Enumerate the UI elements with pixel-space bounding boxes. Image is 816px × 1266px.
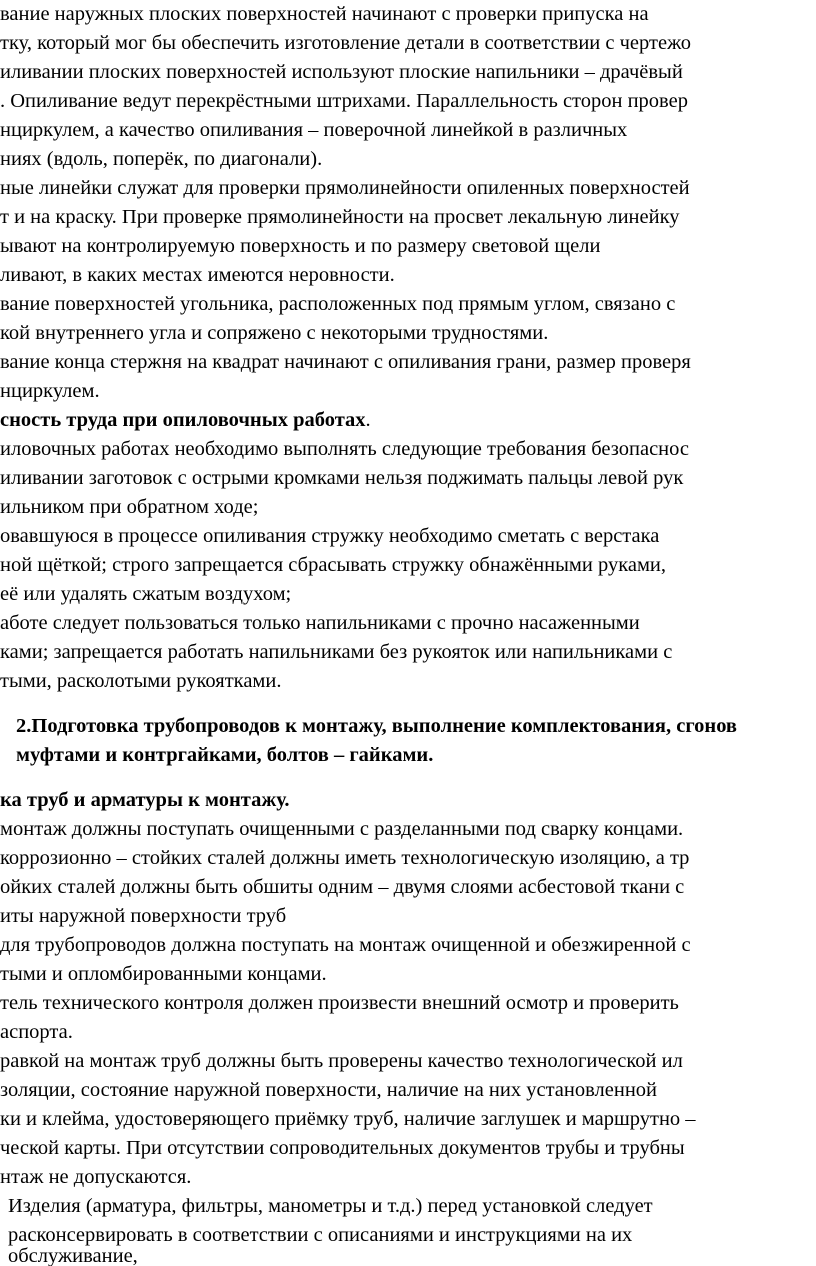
text-line: ческой карты. При отсутствии сопроводительных документов трубы и трубны (0, 1137, 685, 1159)
text-line: нциркулем, а качество опиливания – поверочной линейкой в различных (0, 119, 628, 141)
text-line: коррозионно – стойких сталей должны иметь технологическую изоляцию, а тр (0, 847, 690, 869)
section-heading-pipelines: 2.Подготовка трубопроводов к монтажу, выполнение комплектования, сгонов (16, 715, 738, 737)
text-line: аботе следует пользоваться только напильниками с прочно насаженными (0, 612, 640, 634)
text-line: ывают на контролируемую поверхность и по размеру световой щели (0, 235, 601, 257)
text-line: ливают, в каких местах имеются неровности. (0, 264, 395, 286)
section-heading-pipelines-cont: муфтами и контргайками, болтов – гайками. (16, 744, 434, 766)
text-line: . Опиливание ведут перекрёстными штрихами. Параллельность сторон провер (0, 90, 688, 112)
text-line: нтаж не допускаются. (0, 1166, 192, 1188)
text-line: для трубопроводов должна поступать на монтаж очищенной и обезжиренной с (0, 934, 691, 956)
text-line: аспорта. (0, 1021, 73, 1043)
text-line: равкой на монтаж труб должны быть проверены качество технологической ил (0, 1050, 683, 1072)
text-line: нциркулем. (0, 380, 100, 402)
text-line: иты наружной поверхности труб (0, 905, 287, 927)
text-line: ниях (вдоль, поперёк, по диагонали). (0, 148, 323, 170)
text-line: её или удалять сжатым воздухом; (0, 583, 292, 605)
text-line: Изделия (арматура, фильтры, манометры и т.д.) перед установкой следует (8, 1195, 653, 1217)
text-line: тыми, расколотыми рукоятками. (0, 670, 282, 692)
text-line: монтаж должны поступать очищенными с разделанными под сварку концами. (0, 818, 684, 840)
text-line: иливании заготовок с острыми кромками нельзя поджимать пальцы левой рук (0, 467, 684, 489)
text-line: тку, который мог бы обеспечить изготовление детали в соответствии с чертежо (0, 32, 691, 54)
subsection-heading: ка труб и арматуры к монтажу. (0, 789, 290, 811)
text-line: овавшуюся в процессе опиливания стружку необходимо сметать с верстака (0, 525, 660, 547)
text-line: тель технического контроля должен произвести внешний осмотр и проверить (0, 992, 679, 1014)
text-line: иловочных работах необходимо выполнять следующие требования безопаснос (0, 438, 690, 460)
text-line: кой внутреннего угла и сопряжено с некоторыми трудностями. (0, 322, 549, 344)
text-line: ильником при обратном ходе; (0, 496, 259, 518)
text-line: золяции, состояние наружной поверхности, наличие на них установленной (0, 1079, 658, 1101)
heading-text: сность труда при опиловочных работах (0, 409, 366, 431)
text-line: ойких сталей должны быть обшиты одним – двумя слоями асбестовой ткани с (0, 876, 685, 898)
text-line: тыми и опломбированными концами. (0, 963, 327, 985)
text-line: ками; запрещается работать напильниками без рукояток или напильниками с (0, 641, 673, 663)
text-line: ки и клейма, удостоверяющего приёмку труб, наличие заглушек и маршрутно – (0, 1108, 696, 1130)
text-line: вание конца стержня на квадрат начинают с опиливания грани, размер проверя (0, 351, 691, 373)
section-heading-safety (0, 406, 371, 434)
text-line: обслуживание, (8, 1245, 138, 1266)
text-line: т и на краску. При проверке прямолинейности на просвет лекальную линейку (0, 206, 680, 228)
text-line: ные линейки служат для проверки прямолинейности опиленных поверхностей (0, 177, 690, 199)
text-line: иливании плоских поверхностей используют плоские напильники – драчёвый (0, 61, 683, 83)
text-line: вание поверхностей угольника, расположенных под прямым углом, связано с (0, 293, 676, 315)
text-line: расконсервировать в соответствии с описаниями и инструкциями на их (8, 1224, 633, 1246)
heading-period: . (365, 409, 371, 431)
text-line: вание наружных плоских поверхностей начинают с проверки припуска на (0, 3, 649, 25)
text-line: ной щёткой; строго запрещается сбрасывать стружку обнажёнными руками, (0, 554, 667, 576)
